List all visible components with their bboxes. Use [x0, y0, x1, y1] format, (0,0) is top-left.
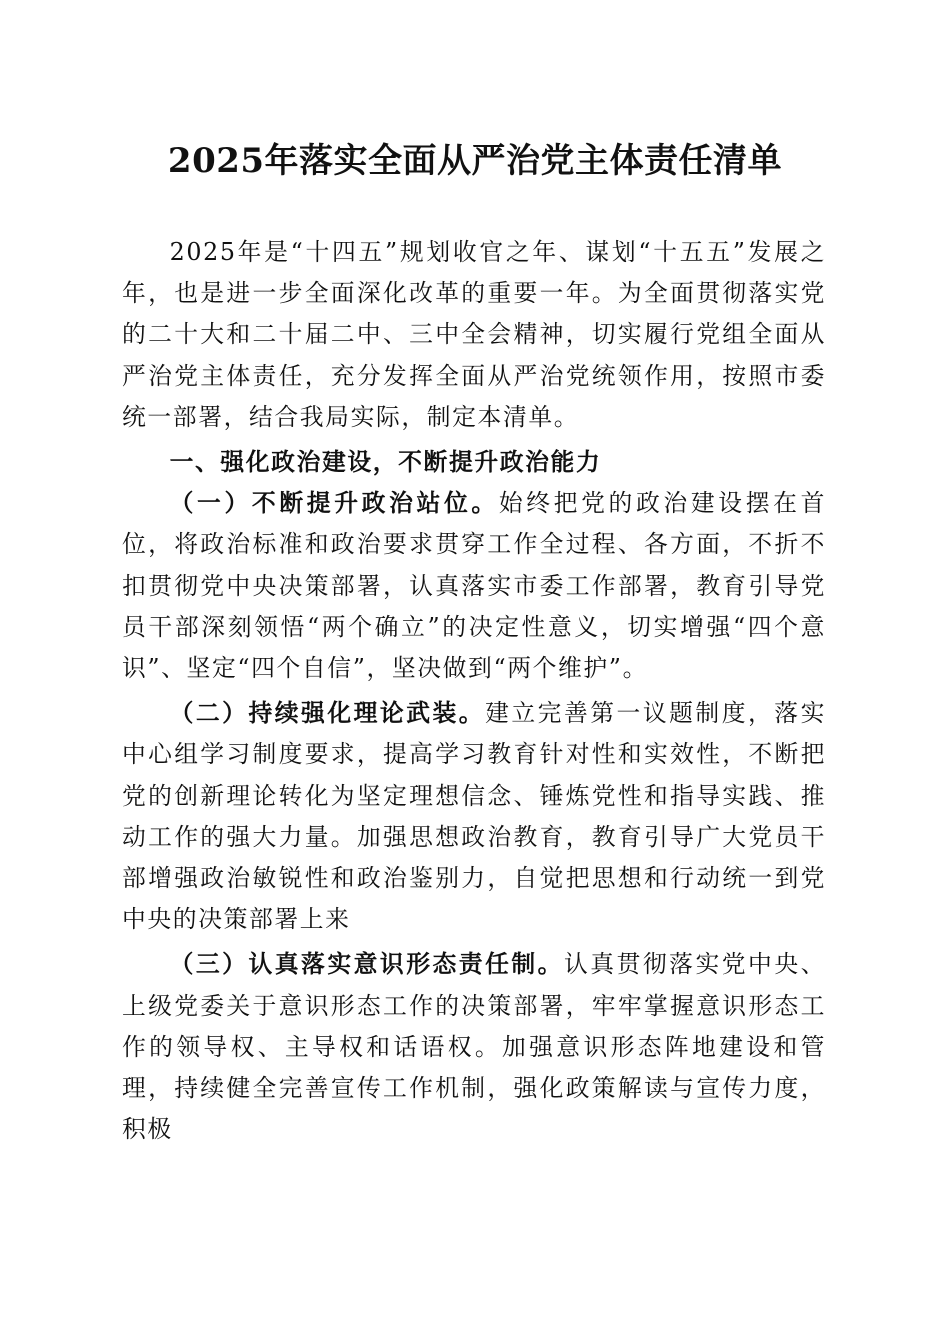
- item-lead: （二）持续强化理论武装。: [169, 699, 486, 728]
- item-text: 始终把党的政治建设摆在首位，将政治标准和政治要求贯穿工作全过程、各方面，不折不扣贯彻党中央决策部署，认真落实市委工作部署，教育引导党员干部深刻领悟“两个确立”的决定性意义，切实增强“四个意识”、坚定“四个自信”，坚决做到“两个维护”。: [122, 489, 826, 683]
- item-lead: （三）认真落实意识形态责任制。: [169, 950, 564, 979]
- item-text: 认真贯彻落实党中央、上级党委关于意识形态工作的决策部署，牢牢掌握意识形态工作的领导权、主导权和话语权。加强意识形态阵地建设和管理，持续健全完善宣传工作机制，强化政策解读与宣传力度，积极: [122, 950, 827, 1144]
- list-item: [122, 944, 826, 1150]
- intro-paragraph: 2025年是“十四五”规划收官之年、谋划“十五五”发展之年，也是进一步全面深化改革的重要一年。为全面贯彻落实党的二十大和二十届二中、三中全会精神，切实履行党组全面从严治党主体责任，充分发挥全面从严治党统领作用，按照市委统一部署，结合我局实际，制定本清单。: [122, 238, 826, 431]
- list-item: [122, 693, 826, 940]
- document-title: 2025年落实全面从严治党主体责任清单: [167, 141, 783, 181]
- list-item: [122, 483, 826, 689]
- section-heading: 一、强化政治建设，不断提升政治能力: [169, 448, 602, 477]
- document-body: [122, 232, 826, 1150]
- item-text: 建立完善第一议题制度，落实中心组学习制度要求，提高学习教育针对性和实效性，不断把党的创新理论转化为坚定理想信念、锤炼党性和指导实践、推动工作的强大力量。加强思想政治教育，教育引导广大党员干部增强政治敏锐性和政治鉴别力，自觉把思想和行动统一到党中央的决策部署上来: [122, 699, 826, 934]
- item-lead: （一）不断提升政治站位。: [169, 489, 499, 518]
